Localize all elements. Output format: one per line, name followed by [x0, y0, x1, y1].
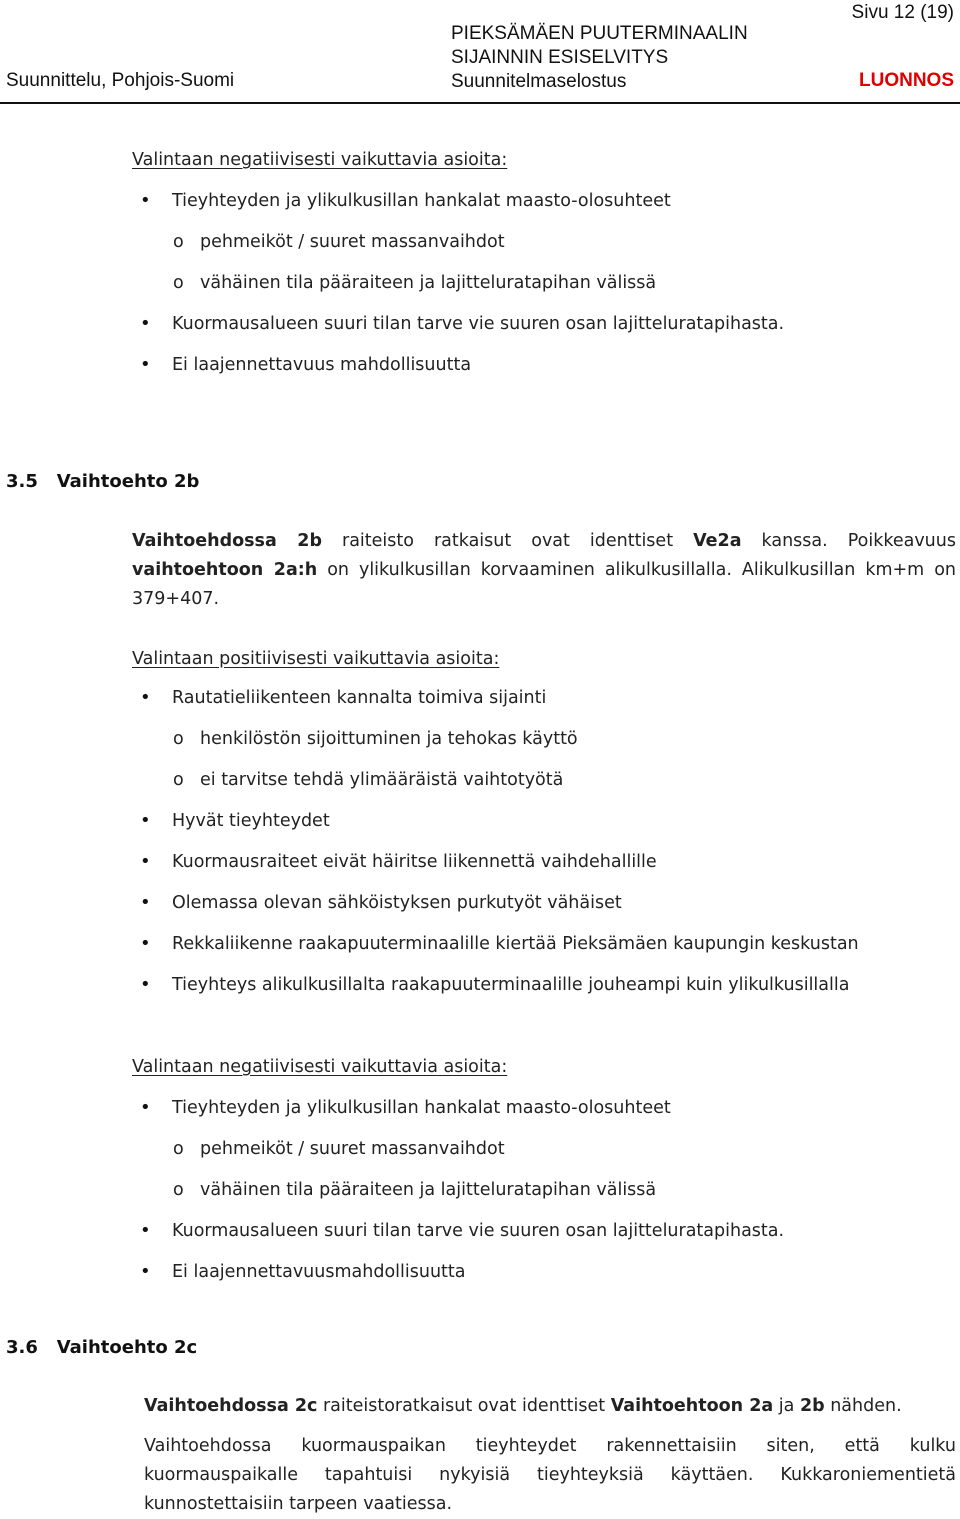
header-document-title — [451, 22, 748, 94]
list-item: Kuormausraiteet eivät häiritse liikennettä vaihdehallille — [172, 852, 657, 872]
section-paragraph — [132, 527, 956, 614]
sub-bullet-icon: o — [173, 729, 184, 749]
sub-bullet-icon: o — [173, 1180, 184, 1200]
header-left-org: Suunnittelu, Pohjois-Suomi — [6, 70, 235, 91]
list-item: Tieyhteyden ja ylikulkusillan hankalat maasto-olosuhteet — [172, 191, 671, 211]
header-title-line3: Suunnitelmaselostus — [451, 71, 627, 92]
sub-list-item: pehmeiköt / suuret massanvaihdot — [200, 232, 505, 252]
section-title: Vaihtoehto 2b — [56, 471, 200, 492]
list-item: Kuormausalueen suuri tilan tarve vie suuren osan lajitteluratapihasta. — [172, 1221, 785, 1241]
sub-list-item: vähäinen tila pääraiteen ja lajitteluratapihan välissä — [200, 1180, 657, 1200]
bullet-icon: • — [140, 687, 151, 708]
section-number: 3.6 — [6, 1337, 38, 1358]
emphasis: Ve2a — [693, 531, 742, 551]
section-title: Vaihtoehto 2c — [56, 1337, 198, 1358]
list-item: Kuormausalueen suuri tilan tarve vie suuren osan lajitteluratapihasta. — [172, 314, 785, 334]
list-item: Tieyhteys alikulkusillalta raakapuuterminaalille jouheampi kuin ylikulkusillalla — [172, 975, 850, 995]
negatives-heading: Valintaan negatiivisesti vaikuttavia asioita: — [132, 150, 508, 170]
sub-list-item: henkilöstön sijoittuminen ja tehokas käyttö — [200, 729, 578, 749]
header-right — [852, 2, 954, 92]
positives-heading: Valintaan positiivisesti vaikuttavia asioita: — [132, 649, 500, 669]
bullet-icon: • — [140, 892, 151, 913]
list-item: Hyvät tieyhteydet — [172, 811, 330, 831]
bullet-icon: • — [140, 1261, 151, 1282]
bullet-icon: • — [140, 851, 151, 872]
section-number: 3.5 — [6, 471, 38, 492]
emphasis: Vaihtoehdossa 2b — [132, 531, 322, 551]
emphasis: Vaihtoehdossa 2c — [144, 1396, 318, 1416]
sub-bullet-icon: o — [173, 770, 184, 790]
bullet-icon: • — [140, 1097, 151, 1118]
paragraph-text: on ylikulkusillan korvaaminen alikulkusillalla. Alikulkusillan km+m on 379+407. — [132, 560, 957, 609]
bullet-icon: • — [140, 810, 151, 831]
header-title-line2: SIJAINNIN ESISELVITYS — [451, 47, 669, 68]
list-item: Olemassa olevan sähköistyksen purkutyöt vähäiset — [172, 893, 622, 913]
emphasis: Vaihtoehtoon 2a — [610, 1396, 774, 1416]
sub-bullet-icon: o — [173, 273, 184, 293]
bullet-icon: • — [140, 313, 151, 334]
bullet-icon: • — [140, 190, 151, 211]
bullet-icon: • — [140, 354, 151, 375]
emphasis: 2b — [799, 1396, 825, 1416]
paragraph-text: kanssa. Poikkeavuus — [741, 531, 956, 551]
list-item: Ei laajennettavuusmahdollisuutta — [172, 1262, 466, 1282]
section-heading-3-6 — [6, 1337, 197, 1359]
section-heading-3-5 — [6, 471, 199, 493]
section-paragraph: Vaihtoehdossa kuormauspaikan tieyhteydet rakennettaisiin siten, että kulku kuormauspaikalle tapahtuisi nykyisiä tieyhteyksiä käyttäen. Kukkaroniementietä kunnostettaisiin tarpeen vaatiessa. — [144, 1436, 956, 1514]
emphasis: vaihtoehtoon 2a:h — [132, 560, 318, 580]
negatives-heading: Valintaan negatiivisesti vaikuttavia asioita: — [132, 1057, 508, 1077]
list-item: Ei laajennettavuus mahdollisuutta — [172, 355, 472, 375]
sub-bullet-icon: o — [173, 1139, 184, 1159]
sub-list-item: pehmeiköt / suuret massanvaihdot — [200, 1139, 505, 1159]
paragraph-text: raiteisto ratkaisut ovat identtiset — [322, 531, 694, 551]
list-item: Rekkaliikenne raakapuuterminaalille kiertää Pieksämäen kaupungin keskustan — [172, 934, 859, 954]
list-item: Tieyhteyden ja ylikulkusillan hankalat maasto-olosuhteet — [172, 1098, 671, 1118]
bullet-icon: • — [140, 933, 151, 954]
status-badge: LUONNOS — [859, 70, 954, 91]
page-number: Sivu 12 (19) — [851, 2, 954, 23]
section-paragraph — [144, 1392, 956, 1421]
list-item: Rautatieliikenteen kannalta toimiva sijainti — [172, 688, 547, 708]
sub-bullet-icon: o — [173, 232, 184, 252]
paragraph-text: nähden. — [824, 1396, 902, 1416]
paragraph-text: raiteistoratkaisut ovat identtiset — [317, 1396, 611, 1416]
sub-list-item: ei tarvitse tehdä ylimääräistä vaihtotyötä — [200, 770, 564, 790]
sub-list-item: vähäinen tila pääraiteen ja lajitteluratapihan välissä — [200, 273, 657, 293]
paragraph-text: ja — [773, 1396, 800, 1416]
bullet-icon: • — [140, 1220, 151, 1241]
header-title-line1: PIEKSÄMÄEN PUUTERMINAALIN — [451, 23, 748, 44]
bullet-icon: • — [140, 974, 151, 995]
header-divider — [0, 102, 960, 104]
